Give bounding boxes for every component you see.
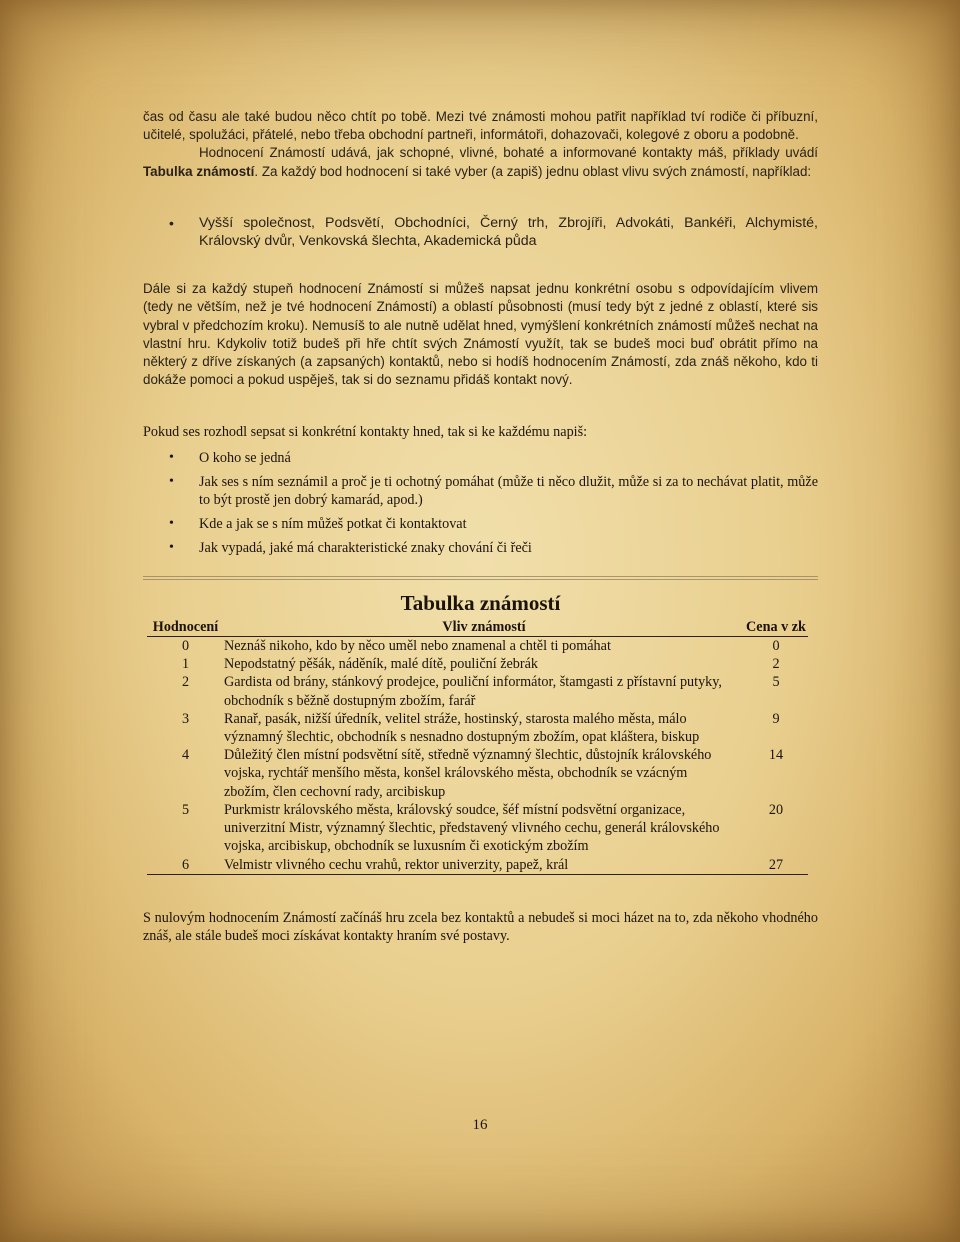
contacts-table xyxy=(147,618,808,875)
rating-cell: 5 xyxy=(181,801,190,818)
rating-text-1: Hodnocení Známostí udává, jak schopné, vlivné, bohaté a informované kontakty máš, příklady uvádí xyxy=(199,145,818,161)
closing-paragraph: S nulovým hodnocením Známostí začínáš hru zcela bez kontaktů a nebudeš si moci házet na to, zda někoho vhodného znáš, ale stále budeš moci získávat kontakty hraním své postavy. xyxy=(143,909,818,944)
rating-cell: 0 xyxy=(181,638,190,655)
table-row xyxy=(147,856,808,875)
table-title: Tabulka známostí xyxy=(400,590,561,615)
table-header-row xyxy=(147,618,808,637)
rating-cell: 3 xyxy=(181,710,190,727)
table-row xyxy=(147,637,808,656)
influence-cell: Purkmistr královského města, královský soudce, šéf místní podsvětní organizace, univerzitní Mistr, významný šlechtic, představený vlivného cechu, generál královského vojska, arcibiskup, obchodník se luxusním či exotickým zbožím xyxy=(224,801,720,855)
header-influence: Vliv známostí xyxy=(224,618,744,637)
influence-cell: Gardista od brány, stánkový prodejce, pouliční informátor, štamgasti z přístavní putyky, obchodník s běžně dostupným zbožím, farář xyxy=(224,674,722,709)
influence-cell: Důležitý člen místní podsvětní sítě, středně významný šlechtic, důstojník královského vojska, rychtář menšího města, konšel královského města, obchodník se vzácným zbožím, člen cechovní rady, arcibiskup xyxy=(224,747,712,800)
contact-paragraph: Dále si za každý stupeň hodnocení Známostí si můžeš napsat jednu konkrétní osobu s odpovídajícím vlivem (tedy ne větším, než je tvé hodnocení Známostí) a oblastí působnosti (musí tedy být z jedné z oblastí, které sis vybral v předchozím kroku). Nemusíš to ale nutně udělat hned, vymýšlení konkrétních známostí můžeš nechat na vlastní hru. Kdykoliv totiž budeš při hře chtít svých Známostí využít, tak se budeš moci buď obrátit přímo na některý z dříve získaných (a zapsaných) kontaktů, nebo si hodíš hodnocením Známostí, zda znáš někoho, kdo ti dokáže pomoci a pokud uspěješ, tak si do seznamu přidáš kontakt nový. xyxy=(143,281,818,388)
rating-cell: 1 xyxy=(181,656,190,673)
table-reference: Tabulka známostí xyxy=(143,163,255,179)
contact-detail-item: • Kde a jak se s ním můžeš potkat či kontaktovat xyxy=(143,515,818,533)
contact-detail-item: • O koho se jedná xyxy=(143,449,818,467)
rating-cell: 4 xyxy=(181,747,190,764)
rating-cell: 2 xyxy=(181,674,190,691)
header-rating: Hodnocení xyxy=(147,618,224,637)
table-row xyxy=(147,655,808,673)
cost-cell: 5 xyxy=(772,674,780,691)
table-row xyxy=(147,746,808,801)
influence-cell: Ranař, pasák, nižší úředník, velitel stráže, hostinský, starosta malého města, málo významný šlechtic, obchodník s nesnadno dostupným zbožím, opat kláštera, biskup xyxy=(224,710,700,746)
intro-paragraph: čas od času ale také budou něco chtít po tobě. Mezi tvé známosti mohou patřit například tví rodiče či příbuzní, učitelé, spolužáci, přátelé, nebo třeba obchodní partneři, informátoři, dohazovači, kolegové z oboru a podobně. xyxy=(143,109,818,143)
cost-cell: 9 xyxy=(772,710,780,727)
cost-cell: 20 xyxy=(768,801,784,818)
section-rule xyxy=(143,576,818,580)
contact-detail-item: • Jak vypadá, jaké má charakteristické znaky chování či řeči xyxy=(143,539,818,557)
areas-list xyxy=(143,214,818,250)
cost-cell: 0 xyxy=(772,638,780,655)
table-row xyxy=(147,710,808,746)
cost-cell: 14 xyxy=(768,747,784,764)
page-content xyxy=(143,108,818,945)
table-row xyxy=(147,801,808,856)
influence-cell: Velmistr vlivného cechu vrahů, rektor univerzity, papež, král xyxy=(224,856,744,875)
cost-cell: 2 xyxy=(772,656,780,673)
areas-item: • Vyšší společnost, Podsvětí, Obchodníci, Černý trh, Zbrojíři, Advokáti, Bankéři, Alchymisté, Královský dvůr, Venkovská šlechta, Akademická půda xyxy=(143,214,818,250)
header-cost: Cena v zk xyxy=(744,618,808,637)
page-number: 16 xyxy=(472,1117,488,1133)
contact-details-list xyxy=(143,449,818,558)
contact-detail-item: • Jak ses s ním seznámil a proč je ti ochotný pomáhat (může ti něco dlužit, může si za to nechávat platit, může to být prostě jen dobrý kamarád, apod.) xyxy=(143,473,818,509)
influence-cell: Nepodstatný pěšák, náděník, malé dítě, pouliční žebrák xyxy=(224,656,538,673)
write-paragraph: Pokud ses rozhodl sepsat si konkrétní kontakty hned, tak si ke každému napiš: xyxy=(143,424,588,441)
influence-cell: Neznáš nikoho, kdo by něco uměl nebo znamenal a chtěl ti pomáhat xyxy=(224,638,611,655)
rating-paragraph xyxy=(143,144,818,180)
rating-text-2: . Za každý bod hodnocení si také vyber (a zapiš) jednu oblast vlivu svých známostí, například: xyxy=(254,163,812,179)
table-row xyxy=(147,673,808,709)
rating-cell: 6 xyxy=(147,856,224,875)
cost-cell: 27 xyxy=(744,856,808,875)
